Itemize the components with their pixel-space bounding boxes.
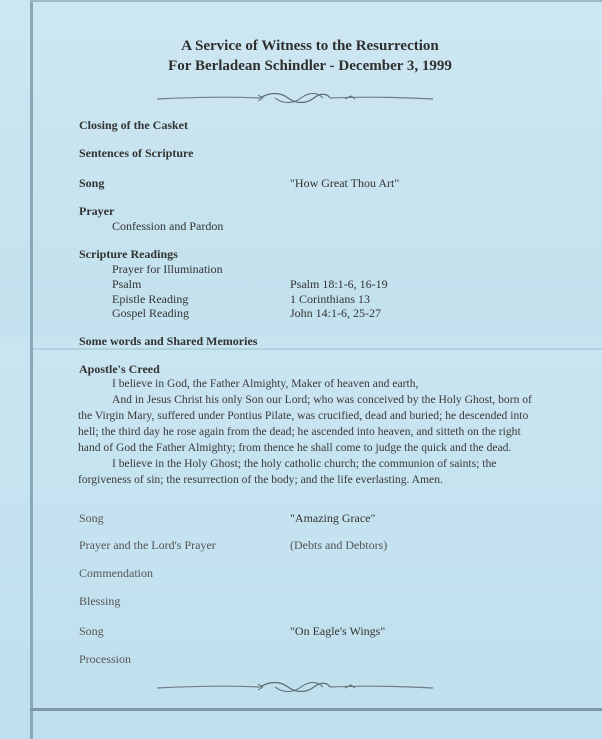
title-line-1: A Service of Witness to the Resurrection [181,38,439,54]
page-edge-top [30,0,602,2]
song-3-label: Song [79,624,104,638]
creed-heading: Apostle's Creed [79,362,160,376]
epistle-label: Epistle Reading [112,292,189,306]
gospel-reference: John 14:1-6, 25-27 [290,306,381,320]
creed-text [78,376,538,488]
blessing: Blessing [79,594,121,608]
page-edge-left [30,0,33,739]
ornament-divider-icon [155,89,435,107]
creed-paragraph-1: I believe in God, the Father Almighty, Maker of heaven and earth, [112,377,419,390]
title-line-2: For Berladean Schindler - December 3, 1999 [168,58,452,74]
prayer-illumination: Prayer for Illumination [112,262,223,276]
creed-paragraph-3: I believe in the Holy Ghost; the holy catholic church; the communion of saints; the forgiveness of sin; the resurrection of the body; and the life everlasting. Amen. [78,457,497,486]
closing-casket: Closing of the Casket [79,118,189,132]
ornament-divider-bottom-icon [155,678,435,696]
confession-pardon: Confession and Pardon [112,219,224,233]
song-1-label: Song [79,176,105,190]
page-edge-bottom [30,708,602,711]
creed-paragraph-2: And in Jesus Christ his only Son our Lord; who was conceived by the Holy Ghost, born of the Virgin Mary, suffered under Pontius Pilate, was crucified, dead and buried; he descended into hell; the third day he rose again from the dead; he ascended into heaven, and sitteth on the right hand of God the Father Almighty; from thence he shall come to judge the quick and the dead. [78,393,532,454]
procession: Procession [79,652,131,666]
scripture-readings-heading: Scripture Readings [79,247,178,261]
song-2-title: "Amazing Grace" [290,511,376,525]
shared-memories: Some words and Shared Memories [79,334,258,348]
song-1-title: "How Great Thou Art" [290,176,400,190]
epistle-reference: 1 Corinthians 13 [290,292,370,306]
prayer-heading: Prayer [79,204,115,218]
sentences-scripture: Sentences of Scripture [79,146,194,160]
psalm-label: Psalm [112,277,142,291]
song-2-label: Song [79,511,104,525]
psalm-reference: Psalm 18:1-6, 16-19 [290,277,388,291]
lords-prayer: Prayer and the Lord's Prayer [79,538,216,552]
commendation: Commendation [79,566,153,580]
debts-debtors: (Debts and Debtors) [290,538,388,552]
song-3-title: "On Eagle's Wings" [290,624,386,638]
gospel-label: Gospel Reading [112,306,189,320]
